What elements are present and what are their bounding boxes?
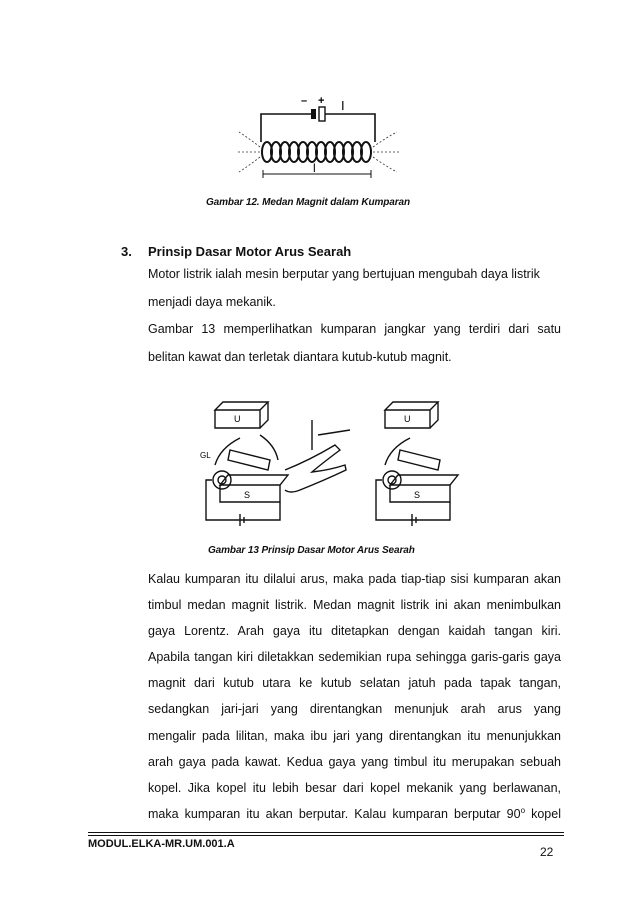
last-line-tail: kopel: [525, 806, 561, 821]
section-title: Prinsip Dasar Motor Arus Searah: [148, 244, 352, 259]
paragraph-line: magnit dari kutub utara ke kutub selatan jatuh pada tapak tangan,: [148, 676, 561, 691]
paragraph-line: timbul medan magnit listrik. Medan magnit listrik ini akan menimbulkan: [148, 598, 561, 613]
section-heading: [121, 244, 351, 259]
degree-superscript: o: [520, 805, 526, 815]
footer-divider-thin: [88, 835, 564, 836]
paragraph-last-line: [148, 801, 561, 827]
paragraph-line: Gambar 13 memperlihatkan kumparan jangkar yang terdiri dari satu: [148, 322, 561, 337]
paragraph-line: mengalir pada lilitan, maka ibu jari yang direntangkan itu menunjukkan: [148, 728, 561, 743]
footer-divider: [88, 832, 564, 833]
length-label: l: [313, 161, 316, 175]
intro-paragraph: [148, 261, 561, 371]
paragraph-line: Motor listrik ialah mesin berputar yang bertujuan mengubah daya listrik: [148, 267, 540, 281]
paragraph-line: arah gaya pada kawat. Kedua gaya yang timbul itu merupakan sebuah: [148, 754, 561, 769]
paragraph-line: menjadi daya mekanik.: [148, 294, 276, 309]
minus-label: –: [301, 95, 308, 107]
section-number: 3.: [121, 244, 132, 259]
paragraph-line: sedangkan jari-jari yang direntangkan menunjuk arah arus yang: [148, 702, 561, 717]
last-line-text: maka kumparan itu akan berputar. Kalau kumparan berputar 90: [148, 806, 521, 821]
paragraph-line: gaya Lorentz. Arah gaya itu ditetapkan dengan kaidah tangan kiri.: [148, 624, 561, 639]
coil-magnetic-field-figure: [233, 92, 403, 182]
figure-13-caption: Gambar 13 Prinsip Dasar Motor Arus Searah: [208, 545, 415, 556]
gl-label: GL: [200, 451, 211, 460]
dc-motor-principle-figure: [200, 390, 470, 530]
plus-label: +: [318, 95, 325, 107]
paragraph-line: Kalau kumparan itu dilalui arus, maka pada tiap-tiap sisi kumparan akan: [148, 572, 561, 586]
figure-12-caption: Gambar 12. Medan Magnit dalam Kumparan: [206, 197, 411, 208]
paragraph-line: kopel. Jika kopel itu lebih besar dari kopel mekanik yang berlawanan,: [148, 780, 561, 795]
south-pole-label: S: [244, 490, 251, 500]
current-label: I: [341, 98, 345, 113]
north-pole-label: U: [234, 414, 241, 424]
paragraph-line: Apabila tangan kiri diletakkan sedemikian rupa sehingga garis-garis gaya: [148, 650, 561, 665]
south-pole-label: S: [414, 490, 421, 500]
module-code: MODUL.ELKA-MR.UM.001.A: [88, 838, 235, 850]
page-number: 22: [540, 845, 554, 859]
north-pole-label: U: [404, 414, 411, 424]
paragraph-line: belitan kawat dan terletak diantara kutub-kutub magnit.: [148, 349, 452, 364]
body-paragraph: [148, 566, 561, 827]
